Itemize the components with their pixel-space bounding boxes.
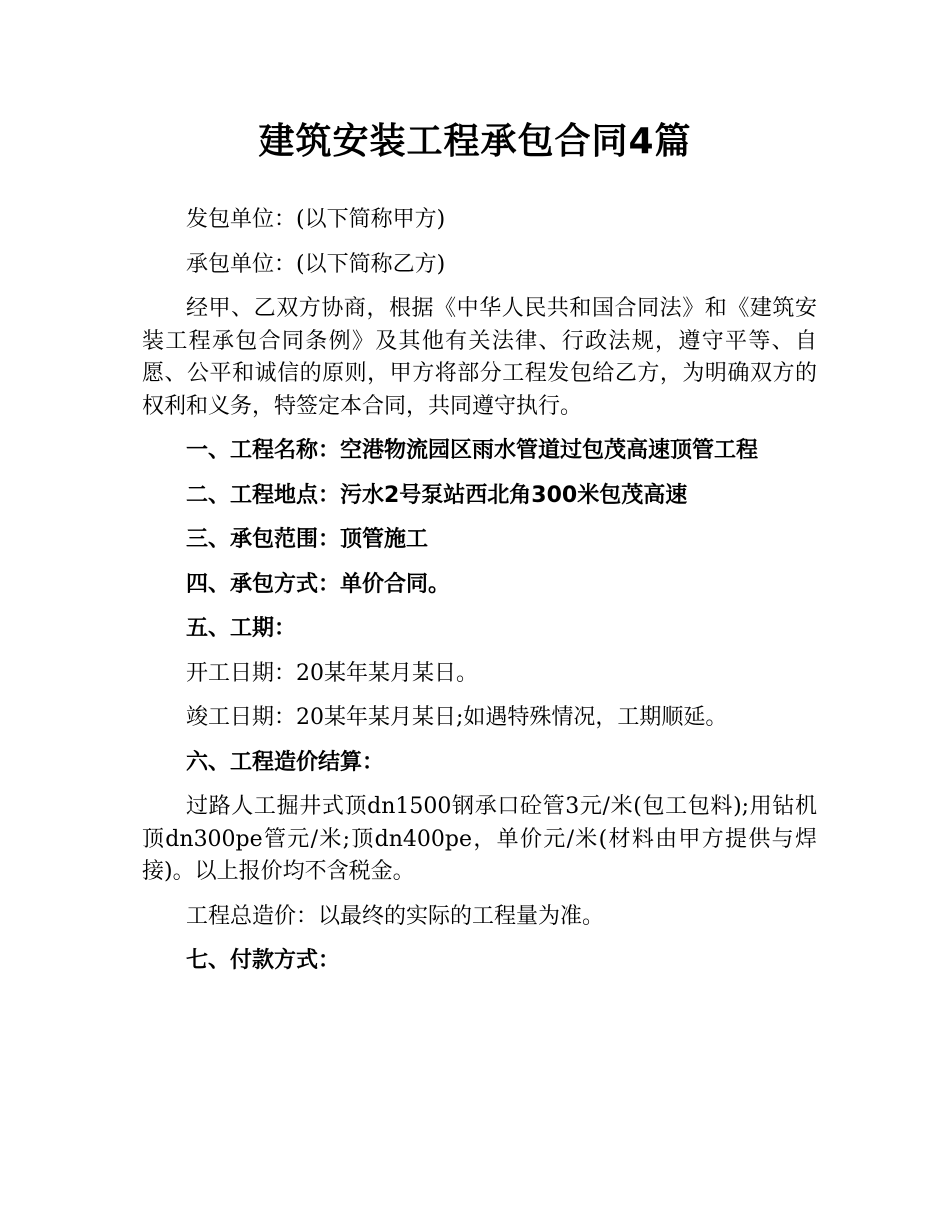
paragraph-pricing: 过路人工掘井式顶dn1500钢承口砼管3元/米(包工包料);用钻机顶dn300pe管元/米;顶dn400pe，单价元/米(材料由甲方提供与焊接)。以上报价均不含税金。 [142, 794, 817, 884]
document-body [142, 196, 817, 990]
section-heading-contract-method: 四、承包方式：单价合同。 [186, 571, 451, 597]
section-heading-duration: 五、工期： [186, 616, 297, 641]
section-heading-settlement: 六、工程造价结算： [186, 749, 385, 775]
paragraph-employer: 发包单位：(以下简称甲方) [186, 207, 446, 232]
section-heading-project-location: 二、工程地点：污水2号泵站西北角300米包茂高速 [186, 482, 688, 508]
paragraph-total-cost: 工程总造价：以最终的实际的工程量为准。 [186, 903, 605, 929]
section-heading-scope: 三、承包范围：顶管施工 [186, 527, 429, 552]
section-heading-project-name: 一、工程名称：空港物流园区雨水管道过包茂高速顶管工程 [186, 438, 759, 463]
section-heading-payment: 七、付款方式： [186, 948, 341, 973]
document-title: 建筑安装工程承包合同4篇 [258, 121, 692, 162]
paragraph-start-date: 开工日期：20某年某月某日。 [186, 660, 478, 686]
paragraph-contractor: 承包单位：(以下简称乙方) [186, 251, 446, 277]
paragraph-completion-date: 竣工日期：20某年某月某日;如遇特殊情况，工期顺延。 [186, 705, 728, 730]
paragraph-preamble: 经甲、乙双方协商，根据《中华人民共和国合同法》和《建筑安装工程承包合同条例》及其他有关法律、行政法规，遵守平等、自愿、公平和诚信的原则，甲方将部分工程发包给乙方，为明确双方的权利和义务，特签定本合同，共同遵守执行。 [142, 296, 817, 419]
